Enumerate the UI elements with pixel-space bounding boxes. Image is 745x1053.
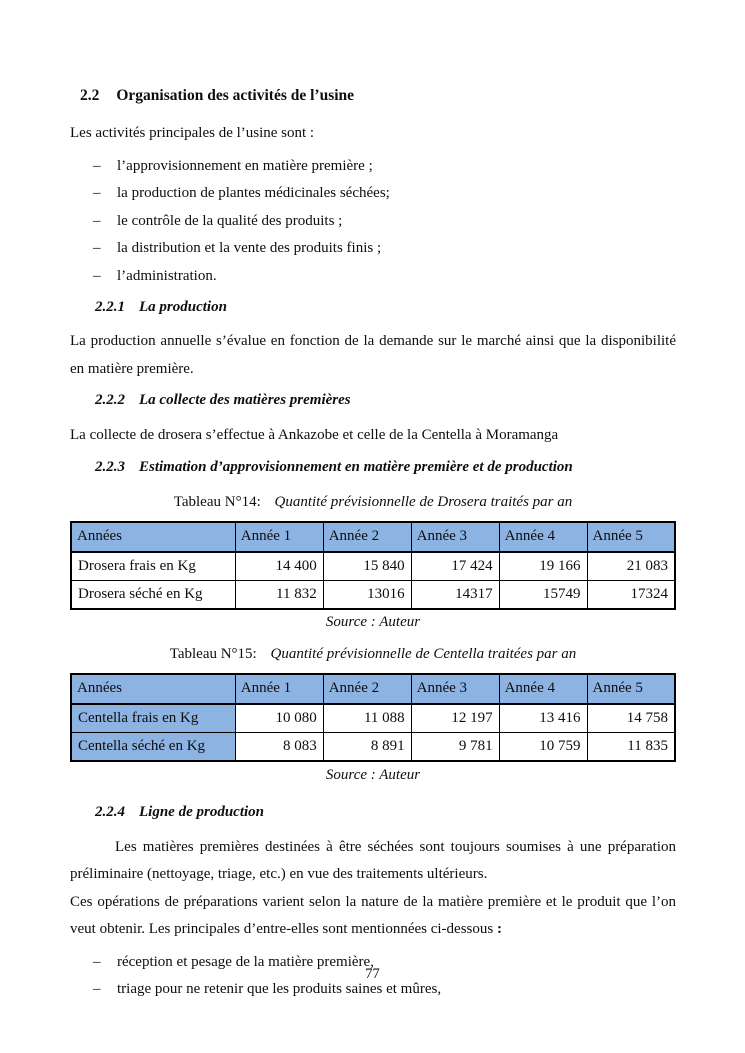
cell-value: 8 891 [323,732,411,761]
list-item-text: l’approvisionnement en matière première ; [117,157,373,174]
section-heading-2-2-3 [95,457,676,477]
list-item [70,180,676,208]
paragraph-production: La production annuelle s’évalue en fonction de la demande sur le marché ainsi que la disponibilité en matière première. [70,333,676,377]
column-header: Année 2 [323,674,411,704]
list-item [70,235,676,263]
paragraph-ligne-2 [70,889,676,944]
list-item-text: le contrôle de la qualité des produits ; [117,212,343,229]
table14-source: Source : Auteur [325,613,421,630]
cell-value: 14 758 [587,704,675,733]
paragraph-collecte: La collecte de drosera s’effectue à Ankazobe et celle de la Centella à Moramanga [70,427,559,443]
section-heading-2-2 [80,86,676,106]
table-row [71,704,675,733]
heading-title: La collecte des matières premières [139,392,351,408]
heading-title: Organisation des activités de l’usine [116,87,355,104]
column-header: Année 5 [587,522,675,552]
heading-number: 2.2.3 [95,458,125,475]
heading-title: La production [139,299,227,315]
cell-value: 21 083 [587,552,675,581]
column-header: Année 2 [323,522,411,552]
cell-value: 13016 [323,580,411,609]
heading-number: 2.2 [80,87,100,104]
column-header: Année 4 [499,674,587,704]
dash-bullet: – [93,157,101,174]
table-caption-title: Quantité prévisionnelle de Drosera traités par an [274,493,573,510]
cell-value: 14 400 [235,552,323,581]
intro-paragraph: Les activités principales de l’usine sont : [70,125,315,141]
row-label: Drosera séché en Kg [71,580,235,609]
list-item-text: réception et pesage de la matière première, [117,953,374,970]
list-item [70,208,676,236]
column-header: Année 4 [499,522,587,552]
dash-bullet: – [93,981,101,997]
cell-value: 11 088 [323,704,411,733]
table-header-row [71,522,675,552]
paragraph-text: Ces opérations de préparations varient selon la nature de la matière première et le produit que l’on veut obtenir. Les principales d’entre-elles sont mentionnées ci-dessous [70,893,676,937]
table-row [71,580,675,609]
row-label: Centella séché en Kg [71,732,235,761]
row-label: Drosera frais en Kg [71,552,235,581]
cell-value: 11 835 [587,732,675,761]
page-number: 77 [365,966,380,982]
table-caption-label: Tableau N°15: [169,645,257,662]
row-label: Centella frais en Kg [71,704,235,733]
table15-caption [70,644,676,664]
column-header: Année 3 [411,674,499,704]
list-item [70,263,676,291]
column-header: Année 1 [235,522,323,552]
cell-value: 17 424 [411,552,499,581]
table-caption-title: Quantité prévisionnelle de Centella traitées par an [270,645,577,662]
column-header: Année 1 [235,674,323,704]
column-header: Année 3 [411,522,499,552]
dash-bullet: – [93,240,101,256]
list-item-text: triage pour ne retenir que les produits saines et mûres, [117,981,442,997]
list-item-text: la distribution et la vente des produits finis ; [117,240,382,256]
table-row [71,732,675,761]
cell-value: 12 197 [411,704,499,733]
bold-colon: : [493,921,502,937]
cell-value: 19 166 [499,552,587,581]
cell-value: 10 080 [235,704,323,733]
list-item-text: l’administration. [117,267,217,284]
table-drosera [70,521,676,610]
dash-bullet: – [93,953,101,970]
section-heading-2-2-1 [95,297,676,317]
list-item-text: la production de plantes médicinales séchées; [117,185,390,201]
cell-value: 13 416 [499,704,587,733]
heading-title: Ligne de production [139,803,265,820]
table14-caption [70,492,676,512]
list-item [70,153,676,181]
dash-bullet: – [93,185,101,201]
cell-value: 9 781 [411,732,499,761]
column-header: Années [71,522,235,552]
table-caption-label: Tableau N°14: [173,493,261,510]
cell-value: 15749 [499,580,587,609]
heading-number: 2.2.4 [95,803,125,820]
heading-title: Estimation d’approvisionnement en matière première et de production [139,458,573,475]
table-header-row [71,674,675,704]
table-centella [70,673,676,762]
cell-value: 10 759 [499,732,587,761]
table15-source: Source : Auteur [325,766,421,783]
activities-list [70,153,676,291]
section-heading-2-2-2 [95,390,676,410]
page-content [70,86,676,1010]
column-header: Année 5 [587,674,675,704]
section-heading-2-2-4 [95,802,676,822]
cell-value: 8 083 [235,732,323,761]
cell-value: 11 832 [235,580,323,609]
dash-bullet: – [93,212,101,229]
cell-value: 17324 [587,580,675,609]
heading-number: 2.2.2 [95,392,125,408]
paragraph-ligne-1: Les matières premières destinées à être séchées sont toujours soumises à une préparation préliminaire (nettoyage, triage, etc.) en vue des traitements ultérieurs. [70,838,676,882]
column-header: Années [71,674,235,704]
table-row [71,552,675,581]
cell-value: 14317 [411,580,499,609]
dash-bullet: – [93,267,101,284]
heading-number: 2.2.1 [95,299,125,315]
cell-value: 15 840 [323,552,411,581]
